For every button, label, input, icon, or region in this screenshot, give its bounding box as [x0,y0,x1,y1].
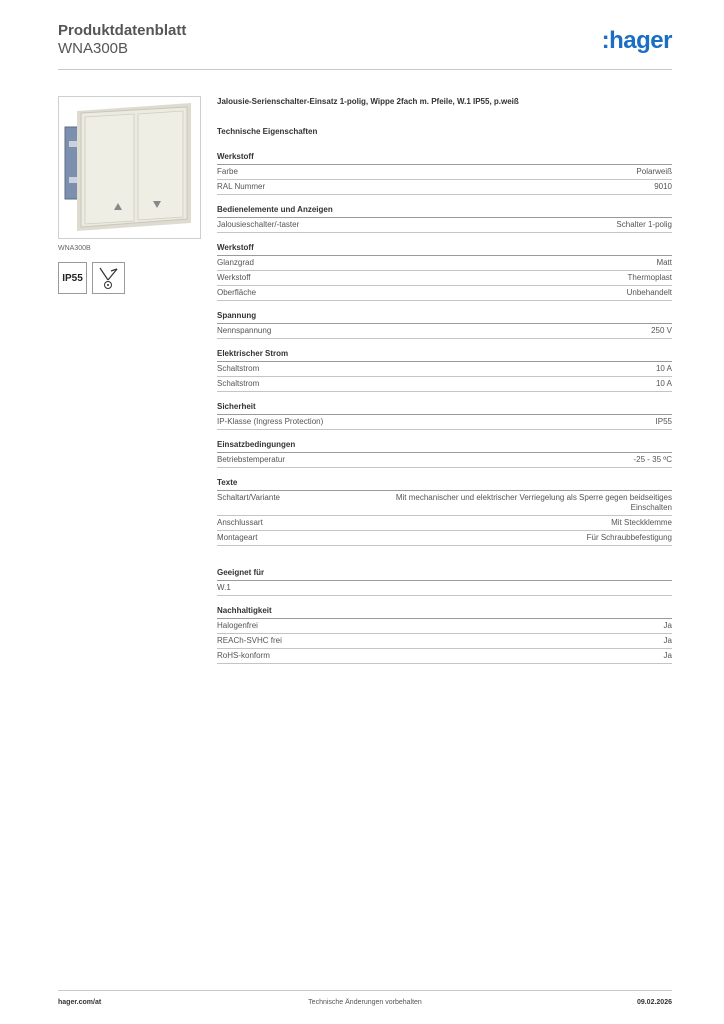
spec-label: Glanzgrad [217,258,254,267]
group-title: Nachhaltigkeit [217,606,672,619]
group-title: Texte [217,478,672,491]
spec-row [217,362,672,377]
page-title: Produktdatenblatt [58,22,187,39]
spec-label: Nennspannung [217,326,272,335]
spec-label: IP-Klasse (Ingress Protection) [217,417,324,426]
spec-value: Schalter 1-polig [616,220,672,229]
group-title: Einsatzbedingungen [217,440,672,453]
spec-value: 9010 [654,182,672,191]
spec-row [217,271,672,286]
spec-row [217,619,672,634]
footer-date: 09.02.2026 [636,999,672,1006]
spec-label: Schaltart/Variante [217,493,280,502]
spec-row [217,165,672,180]
spec-label: Werkstoff [217,273,251,282]
spec-label: Betriebstemperatur [217,455,286,464]
spec-row [217,324,672,339]
spec-value: 10 A [655,364,672,373]
spec-label: Schaltstrom [217,379,260,388]
spec-group-texte [217,478,672,546]
spec-group-nachhaltigkeit [217,606,672,664]
spec-label: Jalousieschalter/-taster [217,220,300,229]
website-link[interactable]: hager.com/at [58,999,102,1006]
spec-row [217,415,672,430]
spec-content [217,97,672,674]
spec-group-strom [217,349,672,392]
spec-group-bedienelemente [217,205,672,233]
spec-label: Farbe [217,167,238,176]
group-title: Elektrischer Strom [217,349,672,362]
spec-value: 10 A [655,379,672,388]
spec-row [217,516,672,531]
spec-group-werkstoff-2 [217,243,672,301]
spec-row [217,453,672,468]
hager-logo: :hager [601,27,672,54]
spec-value: Ja [663,636,672,645]
spec-label: W.1 [217,583,231,592]
spec-value: Polarweiß [636,167,672,176]
section-title: Technische Eigenschaften [217,127,318,136]
blind-switch-symbol-icon [92,262,125,294]
spec-row [217,377,672,392]
spec-value: 250 V [651,326,672,335]
spec-value: Matt [656,258,672,267]
spec-row [217,218,672,233]
spec-row [217,180,672,195]
group-title: Bedienelemente und Anzeigen [217,205,672,218]
spec-value: Thermoplast [627,273,672,282]
spec-label: RAL Nummer [217,182,266,191]
group-title: Spannung [217,311,672,324]
product-title: Jalousie-Serienschalter-Einsatz 1-polig, Wippe 2fach m. Pfeile, W.1 IP55, p.weiß [217,97,519,106]
product-photo-icon [59,97,200,238]
spec-group-werkstoff-1 [217,152,672,195]
spec-value: Für Schraubbefestigung [586,533,672,542]
spec-row [217,581,672,596]
spec-value: Mit mechanischer und elektrischer Verriegelung als Sperre gegen beidseitiges Einschalten [395,493,672,512]
spec-row [217,256,672,271]
group-title: Geeignet für [217,568,672,581]
spec-value: Unbehandelt [626,288,672,297]
spec-row [217,531,672,546]
page-footer [58,990,672,1010]
image-caption: WNA300B [58,245,91,252]
spec-value: Ja [663,621,672,630]
spec-label: Schaltstrom [217,364,260,373]
spec-value: -25 - 35 ºC [633,455,672,464]
spec-group-geeignet [217,568,672,596]
page-header [58,22,672,70]
spec-row [217,634,672,649]
group-title: Sicherheit [217,402,672,415]
group-title: Werkstoff [217,152,672,165]
footer-notice: Technische Änderungen vorbehalten [308,999,422,1006]
product-image [58,96,201,239]
group-title: Werkstoff [217,243,672,256]
spec-value: Ja [663,651,672,660]
spec-row [217,491,672,516]
spec-group-einsatzbedingungen [217,440,672,468]
product-code: WNA300B [58,40,129,57]
spec-value: Mit Steckklemme [611,518,672,527]
spec-group-spannung [217,311,672,339]
spec-row [217,649,672,664]
ip55-badge: IP55 [58,262,87,294]
spec-label: Halogenfrei [217,621,258,630]
spec-row [217,286,672,301]
spec-label: REACh-SVHC frei [217,636,282,645]
spec-label: Anschlussart [217,518,263,527]
spec-label: Montageart [217,533,258,542]
spec-label: RoHS-konform [217,651,270,660]
spec-value: IP55 [655,417,672,426]
spec-label: Oberfläche [217,288,257,297]
spec-group-sicherheit [217,402,672,430]
